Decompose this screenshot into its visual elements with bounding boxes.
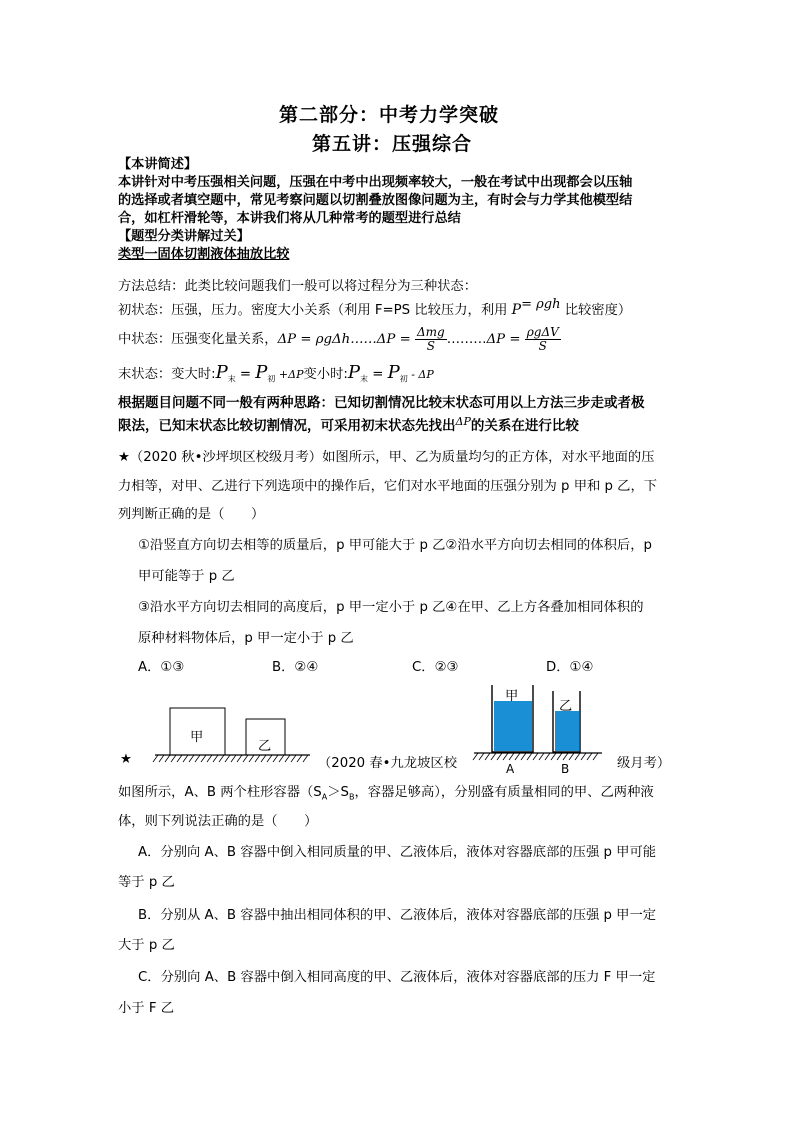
container-base-a: A [506,762,515,776]
question2-source: 级月考） [617,756,671,771]
container-label-yi: 乙 [559,699,573,714]
delta-p-symbol: ΔP [455,415,471,428]
middle-state [118,322,561,358]
option-c[interactable]: C．②③ [412,660,459,675]
plus-delta-p: +ΔP [275,368,304,381]
question2-line: 体，则下列说法正确的是（ ） [118,814,318,829]
question2-option-b-cont: 大于 p 乙 [118,938,175,953]
overview-heading: 【本讲简述】 [118,157,198,172]
formula-delta-p-1: ΔP = ρgΔh…… [277,332,377,347]
cubes-diagram [150,705,315,765]
formula-rho-gh: = ρgh [521,297,561,312]
overview-line: 本讲针对中考压强相关问题，压强在中考中出现频率较大，一般在考试中出现都会以压轴 [118,175,633,190]
question2-option-a[interactable]: A．分别向 A、B 容器中倒入相同质量的甲、乙液体后，液体对容器底部的压强 p 甲可能 [138,845,657,860]
eq: = [367,367,388,382]
type-title: 类型一固体切割液体抽放比较 [118,247,290,262]
question1-text: （2020 秋•沙坪坝区校级月考）如图所示，甲、乙为质量均匀的正方体，对水平地面的压 [129,450,655,465]
option-a[interactable]: A．①③ [138,660,185,675]
sub-end: 末 [227,374,236,384]
question2-option-c-cont: 小于 F 乙 [118,1001,174,1016]
cube-label-yi: 乙 [258,739,272,754]
statement-line: ③沿水平方向切去相同的高度后，p 甲一定小于 p 乙④在甲、乙上方各叠加相同体积的 [138,600,644,615]
initial-state-suffix: 比较密度） [564,303,632,318]
section-heading: 【题型分类讲解过关】 [118,229,250,244]
option-d[interactable]: D．①④ [546,660,594,675]
lecture-title: 第五讲：压强综合 [312,133,473,155]
figure-cubes [150,705,315,765]
cube-label-jia: 甲 [190,730,204,745]
question1-line [118,446,655,465]
page-title: 第二部分：中考力学突破 [279,104,500,126]
final-state-text: 末状态：变大时: [118,367,216,382]
formula-delta-p-2: ΔP = [376,332,411,347]
minus-delta-p: - ΔP [407,368,434,381]
container-base-b: B [561,762,570,776]
fraction-num: Δmg [416,324,445,339]
overview-line: 合，如杠杆滑轮等，本讲我们将从几种常考的题型进行总结 [118,211,461,226]
formula-p: P [511,302,522,318]
question2-line: 如图所示，A、B 两个柱形容器（$S_A>S_B$，容器足够高），分别盛有质量相同的甲、乙两种液 [118,785,654,802]
p-symbol: P [387,362,400,383]
fraction-den: S [426,338,435,353]
star-icon: ★ [118,450,130,465]
containers-diagram [470,683,610,779]
star-icon: ★ [120,752,132,767]
p-symbol: P [215,362,228,383]
conclusion-line [118,414,579,434]
question2-option-b[interactable]: B．分别从 A、B 容器中抽出相同体积的甲、乙液体后，液体对容器底部的压强 p 甲一定 [138,908,657,923]
final-mid-text: 变小时: [303,367,348,382]
fraction-mg-s [415,326,447,353]
statement-line: 原种材料物体后，p 甲一定小于 p 乙 [138,631,354,646]
statement-line: ①沿竖直方向切去相等的质量后，p 甲可能大于 p 乙②沿水平方向切去相同的体积后，p [138,538,652,553]
figure-containers [470,683,610,779]
sub-end: 末 [359,374,368,384]
p-symbol: P [347,362,360,383]
container-label-jia: 甲 [505,689,519,704]
question1-line: 列判断正确的是（ ） [118,507,265,522]
middle-state-text: 中状态：压强变化量关系， [118,332,278,347]
initial-state [118,299,631,318]
initial-state-text: 初状态：压强，压力。密度大小关系（利用 F=PS 比较压力，利用 [118,303,508,318]
conclusion-text: 限法，已知末状态比较切割情况，可采用初末状态先找出 [118,418,456,434]
question1-line: 力相等，对甲、乙进行下列选项中的操作后，它们对水平地面的压强分别为 p 甲和 p 乙，下 [118,479,658,494]
question2-option-a-cont: 等于 p 乙 [118,875,175,890]
conclusion-text: 的关系在进行比较 [470,418,579,434]
sub-init: 初 [399,374,408,384]
final-state [118,361,434,385]
question2-source: （2020 春•九龙坡区校 [318,756,457,771]
formula-delta-p-3: ΔP = [486,332,521,347]
method-summary: 方法总结：此类比较问题我们一般可以将过程分为三种状态： [118,279,478,294]
p-symbol: P [255,362,268,383]
question2-option-c[interactable]: C．分别向 A、B 容器中倒入相同高度的甲、乙液体后，液体对容器底部的压力 F 甲一定 [138,970,656,985]
fraction-num: ρgΔV [526,324,559,339]
statement-line: 甲可能等于 p 乙 [138,569,235,584]
fraction-den: S [538,338,547,353]
dots: ……… [446,332,487,347]
overview-line: 的选择或者填空题中，常见考察问题以切割叠放图像问题为主，有时会与力学其他模型结 [118,193,633,208]
conclusion-line: 根据题目问题不同一般有两种思路：已知切割情况比较末状态可用以上方法三步走或者极 [118,395,645,411]
sub-init: 初 [267,374,276,384]
eq: = [235,367,256,382]
option-b[interactable]: B．②④ [272,660,319,675]
fraction-rho-g-v-s [525,326,561,353]
